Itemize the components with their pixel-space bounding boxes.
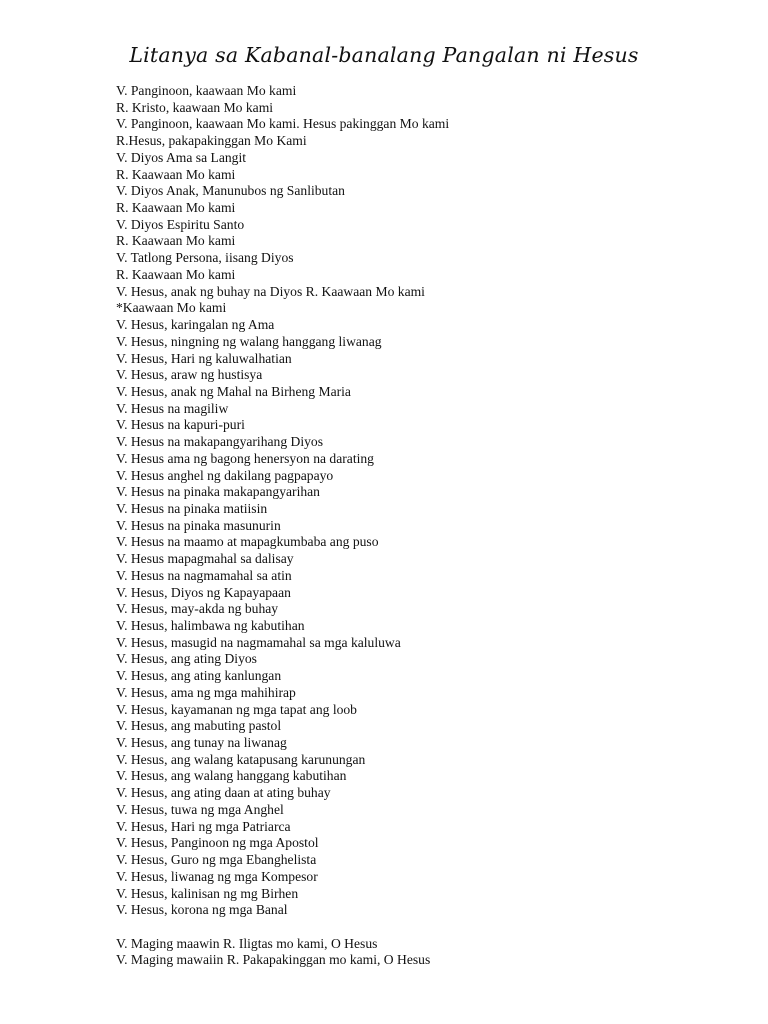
document-title: Litanya sa Kabanal-banalang Pangalan ni Hesus (129, 43, 639, 67)
litany-line: V. Hesus, kayamanan ng mga tapat ang loob (116, 701, 357, 717)
litany-line: V. Hesus, ang walang katapusang karunungan (116, 751, 366, 767)
litany-line: V. Hesus, halimbawa ng kabutihan (116, 618, 305, 633)
litany-line: V. Hesus, ang ating Diyos (116, 651, 257, 667)
litany-line: V. Hesus, Diyos ng Kapayapaan (116, 584, 291, 600)
litany-line: R.Hesus, pakapakinggan Mo Kami (116, 133, 307, 149)
litany-line: V. Hesus na nagmamahal sa atin (116, 567, 292, 583)
litany-line: V. Hesus na makapangyarihang Diyos (116, 434, 324, 450)
litany-line: V. Hesus na maamo at mapagkumbaba ang puso (116, 534, 379, 550)
litany-line: *Kaawaan Mo kami (116, 300, 227, 316)
litany-line: R. Kaawaan Mo kami (116, 166, 236, 182)
litany-line: V. Hesus, anak ng Mahal na Birheng Maria (116, 383, 351, 399)
litany-line: V. Hesus, liwanag ng mga Kompesor (116, 868, 318, 884)
litany-line: V. Hesus na pinaka matiisin (116, 500, 268, 516)
litany-line: V. Hesus, karingalan ng Ama (116, 317, 275, 333)
litany-line: V. Hesus, ama ng mga mahihirap (116, 684, 296, 700)
litany-line: V. Hesus na pinaka makapangyarihan (116, 484, 320, 500)
closing-line: V. Maging maawin R. Iligtas mo kami, O Hesus (116, 935, 378, 951)
litany-line: V. Diyos Ama sa Langit (116, 149, 247, 165)
litany-line: V. Hesus, ang walang hanggang kabutihan (116, 768, 347, 784)
litany-line: V. Hesus, ang ating kanlungan (116, 668, 282, 684)
litany-line: V. Hesus mapagmahal sa dalisay (116, 551, 294, 567)
litany-line: V. Tatlong Persona, iisang Diyos (116, 250, 294, 266)
litany-line: V. Hesus, may-akda ng buhay (116, 601, 279, 617)
litany-body (116, 83, 736, 969)
litany-line: V. Hesus, tuwa ng mga Anghel (116, 801, 284, 817)
litany-line: V. Diyos Anak, Manunubos ng Sanlibutan (116, 183, 345, 199)
litany-line: V. Hesus na pinaka masunurin (116, 517, 281, 533)
litany-line: R. Kaawaan Mo kami (116, 200, 236, 216)
litany-line: V. Hesus, kalinisan ng mg Birhen (116, 885, 299, 901)
litany-line: R. Kaawaan Mo kami (116, 266, 236, 282)
litany-line: V. Hesus, ang tunay na liwanag (116, 735, 287, 751)
litany-line: V. Hesus, Panginoon ng mga Apostol (116, 835, 319, 851)
litany-line: V. Hesus na kapuri-puri (116, 417, 245, 433)
litany-line: V. Hesus anghel ng dakilang pagpapayo (116, 467, 334, 483)
litany-line: V. Hesus, anak ng buhay na Diyos R. Kaawaan Mo kami (116, 283, 425, 299)
litany-line: V. Hesus, korona ng mga Banal (116, 902, 288, 918)
litany-line: V. Hesus, araw ng hustisya (116, 367, 263, 383)
litany-line: V. Hesus, ningning ng walang hanggang liwanag (116, 333, 382, 349)
litany-line: R. Kaawaan Mo kami (116, 233, 236, 249)
litany-line: V. Hesus, ang mabuting pastol (116, 718, 282, 734)
litany-line: R. Kristo, kaawaan Mo kami (116, 99, 274, 115)
litany-line: V. Diyos Espiritu Santo (116, 216, 245, 232)
closing-line: V. Maging mawaiin R. Pakapakinggan mo kami, O Hesus (116, 952, 431, 968)
paragraph-gap (116, 919, 736, 936)
litany-line: V. Hesus, masugid na nagmamahal sa mga kaluluwa (116, 634, 401, 650)
litany-line: V. Panginoon, kaawaan Mo kami (116, 83, 297, 98)
litany-line: V. Hesus, ang ating daan at ating buhay (116, 785, 331, 801)
litany-line: V. Hesus ama ng bagong henersyon na darating (116, 450, 374, 466)
litany-line: V. Hesus na magiliw (116, 400, 229, 416)
litany-line: V. Hesus, Guro ng mga Ebanghelista (116, 852, 317, 868)
litany-line: V. Hesus, Hari ng kaluwalhatian (116, 350, 292, 366)
litany-line: V. Panginoon, kaawaan Mo kami. Hesus pakinggan Mo kami (116, 116, 450, 132)
litany-line: V. Hesus, Hari ng mga Patriarca (116, 818, 291, 834)
